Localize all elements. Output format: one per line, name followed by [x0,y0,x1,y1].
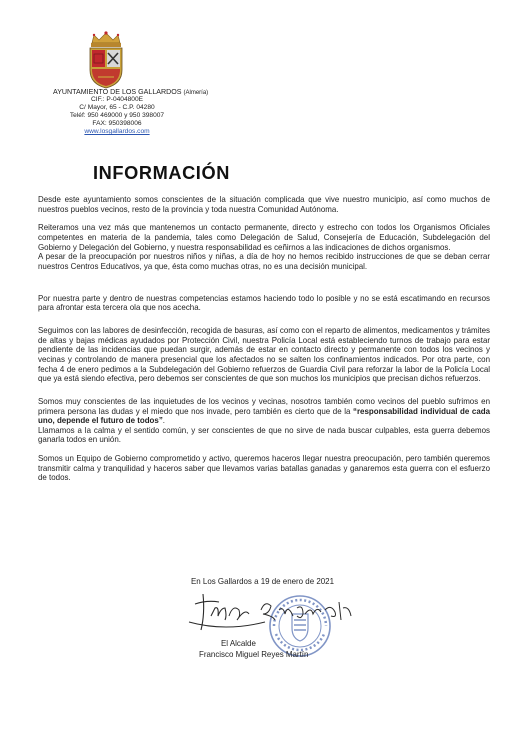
signature-name: Francisco Miguel Reyes Martín [199,650,309,659]
document-body [38,195,490,483]
letterhead-address: C/ Mayor, 65 - C.P. 04280 [79,104,155,112]
letterhead-province: (Almería) [183,90,209,96]
handwritten-signature [185,586,360,636]
paragraph-6-emphasis: “responsabilidad individual de cada uno, depende el futuro de todos” [38,406,490,426]
coat-of-arms-icon [84,30,128,90]
letterhead [53,88,209,136]
letterhead-org-name: AYUNTAMIENTO DE LOS GALLARDOS [53,88,182,96]
paragraph-6-end: . [162,416,166,426]
letterhead-website-link[interactable]: www.losgallardos.com [84,128,150,136]
paragraph-5: Seguimos con las labores de desinfección, recogida de basuras, así como con el reparto de alimentos, medicamentos y trámites de altas y bajas médicas ayudados por Protección Civil, nuestra Policía Local está estableciendo turnos de trabajo para estar pendiente de las incidencias que puedan surgir, además de estar en contacto directo y permanente con todos los vecinos y vecinas y controlando de manera presencial que los afectados no se salten los confinamientos indicados. Por otra parte, con fecha 4 de enero pedimos a la Subdelegación del Gobierno refuerzos de Guardia Civil para reforzar la labor de la Policía Local que ya está siendo efectiva, pero debemos ser conscientes de que son muchos los municipios que precisan dichos refuerzos. [38,325,490,384]
letterhead-phone: Teléf: 950 469000 y 950 398007 [69,112,165,120]
paragraph-8: Somos un Equipo de Gobierno comprometido y activo, queremos haceros llegar nuestra preocupación, pero también queremos transmitir calma y tranquilidad y haceros saber que llevamos varias batallas ganadas y ganaremos esta guerra con el esfuerzo de todos. [38,454,490,483]
document-title: INFORMACIÓN [93,163,230,183]
paragraph-6-start: Somos muy conscientes de las inquietudes de los vecinos y vecinas, nosotros también como vecinos del pueblo sufrimos en primera persona las dudas y el miedo que nos invade, pero también es cierto que de la [38,396,490,416]
letterhead-cif: CIF.: P-0404800E [90,96,144,103]
signature-date: En Los Gallardos a 19 de enero de 2021 [191,577,334,586]
paragraph-4: Por nuestra parte y dentro de nuestras competencias estamos haciendo todo lo posible y no se está escatimando en recursos para afrontar esta tercera ola que nos acecha. [38,293,490,313]
letterhead-fax: FAX: 950398006 [92,120,142,128]
paragraph-6 [38,397,490,426]
crown-icon [91,31,121,47]
letterhead-org [53,88,209,96]
paragraph-7: Llamamos a la calma y el sentido común, y ser conscientes de que no sirve de nada buscar culpables, esta guerra debemos ganarla todos en unión. [38,425,490,445]
paragraph-2: Reiteramos una vez más que mantenemos un contacto permanente, directo y estrecho con todos los Organismos Oficiales competentes en materia de la pandemia, tales como Delegación de Salud, Consejería de Educación, Subdelegación del Gobierno y Delegación del Gobierno, y nuestra responsabilidad es ceñirnos a las indicaciones de dichos organismos. [38,223,490,252]
paragraph-1: Desde este ayuntamiento somos conscientes de la situación complicada que vive nuestro municipio, así como muchos de nuestros pueblos vecinos, resto de la provincia y toda nuestra Comunidad Autónoma. [38,195,490,214]
signature-role: El Alcalde [221,639,256,648]
paragraph-3: A pesar de la preocupación por nuestros niños y niñas, a día de hoy no hemos recibido instrucciones de que se deban cerrar nuestros Centros Educativos, ya que, ésta como muchas otras, no es una decisión municipal. [38,252,490,271]
